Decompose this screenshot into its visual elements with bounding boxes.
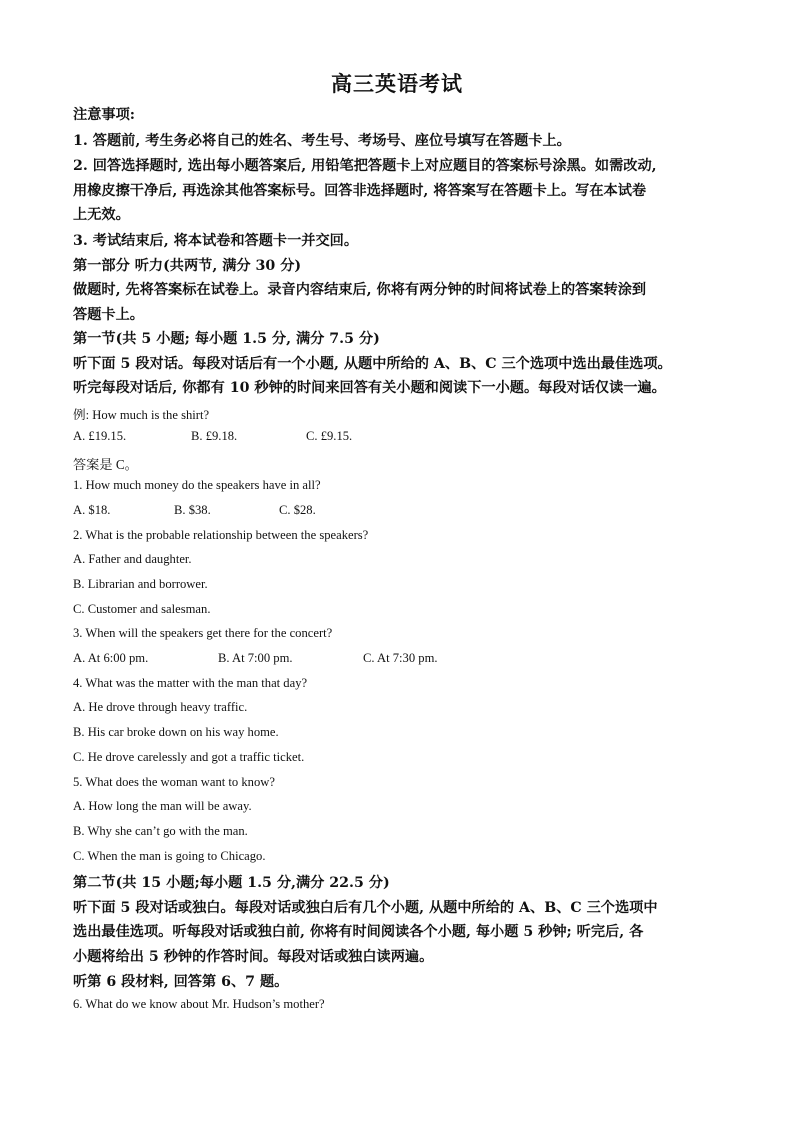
q4-option-b: B. His car broke down on his way home.: [73, 725, 279, 739]
part1-instruction-line-2: 答题卡上。: [73, 307, 144, 323]
q4-option-c: C. He drove carelessly and got a traffic ticket.: [73, 750, 305, 764]
notice-item-1: 1. 答题前, 考生务必将自己的姓名、考生号、考场号、座位号填写在答题卡上。: [73, 133, 571, 149]
q1-option-a: A. $18.: [73, 503, 111, 517]
part1-heading: 第一部分 听力(共两节, 满分 30 分): [73, 258, 302, 274]
section2-instruction-line-1: 听下面 5 段对话或独白。每段对话或独白后有几个小题, 从题中所给的 A、B、C 三个选项中: [73, 900, 658, 916]
q4-option-a: A. He drove through heavy traffic.: [73, 700, 248, 714]
question-1: 1. How much money do the speakers have in all?: [73, 478, 321, 492]
q1-option-c: C. $28.: [279, 503, 316, 517]
material-6-heading: 听第 6 段材料, 回答第 6、7 题。: [73, 974, 289, 990]
question-5: 5. What does the woman want to know?: [73, 775, 275, 789]
notice-item-2-line-1: 2. 回答选择题时, 选出每小题答案后, 用铅笔把答题卡上对应题目的答案标号涂黑。如需改动,: [73, 158, 657, 174]
section1-instruction-line-1: 听下面 5 段对话。每段对话后有一个小题, 从题中所给的 A、B、C 三个选项中选出最佳选项。: [73, 356, 672, 372]
q2-option-c: C. Customer and salesman.: [73, 602, 211, 616]
section1-heading: 第一节(共 5 小题; 每小题 1.5 分, 满分 7.5 分): [73, 331, 380, 347]
part1-instruction-line-1: 做题时, 先将答案标在试卷上。录音内容结束后, 你将有两分钟的时间将试卷上的答案转涂到: [73, 282, 647, 298]
notice-item-2-line-2: 用橡皮擦干净后, 再选涂其他答案标号。回答非选择题时, 将答案写在答题卡上。写在本试卷: [73, 183, 647, 199]
q1-option-b: B. $38.: [174, 503, 211, 517]
q3-option-c: C. At 7:30 pm.: [363, 651, 438, 665]
example-option-b: B. £9.18.: [191, 429, 238, 443]
q2-option-b: B. Librarian and borrower.: [73, 577, 208, 591]
section2-heading: 第二节(共 15 小题;每小题 1.5 分,满分 22.5 分): [73, 875, 390, 891]
example-option-a: A. £19.15.: [73, 429, 127, 443]
notice-item-3: 3. 考试结束后, 将本试卷和答题卡一并交回。: [73, 233, 359, 249]
q2-option-a: A. Father and daughter.: [73, 552, 192, 566]
section1-instruction-line-2: 听完每段对话后, 你都有 10 秒钟的时间来回答有关小题和阅读下一小题。每段对话仅读一遍。: [73, 380, 666, 396]
q3-option-b: B. At 7:00 pm.: [218, 651, 293, 665]
q5-option-b: B. Why she can’t go with the man.: [73, 824, 248, 838]
section2-instruction-line-2: 选出最佳选项。听每段对话或独白前, 你将有时间阅读各个小题, 每小题 5 秒钟; 听完后, 各: [73, 924, 644, 940]
question-2: 2. What is the probable relationship between the speakers?: [73, 528, 369, 542]
q5-option-c: C. When the man is going to Chicago.: [73, 849, 266, 863]
question-6: 6. What do we know about Mr. Hudson’s mother?: [73, 997, 325, 1011]
section2-instruction-line-3: 小题将给出 5 秒钟的作答时间。每段对话或独白读两遍。: [73, 949, 434, 965]
q5-option-a: A. How long the man will be away.: [73, 799, 252, 813]
example-answer: 答案是 C。: [73, 457, 138, 472]
question-4: 4. What was the matter with the man that day?: [73, 676, 308, 690]
question-3: 3. When will the speakers get there for the concert?: [73, 626, 333, 640]
page-title: 高三英语考试: [331, 71, 463, 96]
q3-option-a: A. At 6:00 pm.: [73, 651, 149, 665]
notice-item-2-line-3: 上无效。: [73, 207, 130, 223]
example-question: 例: How much is the shirt?: [73, 408, 210, 422]
notice-heading: 注意事项:: [73, 107, 135, 123]
example-option-c: C. £9.15.: [306, 429, 353, 443]
